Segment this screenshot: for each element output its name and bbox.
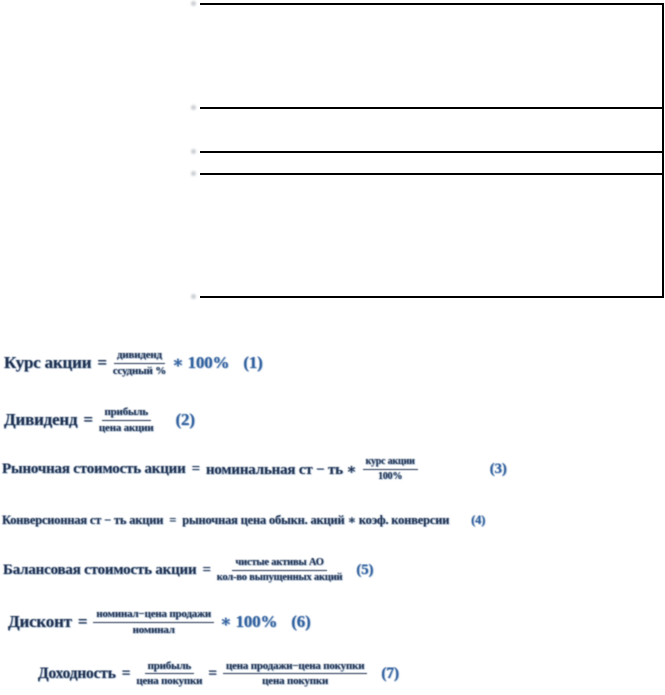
formula-number: (7) bbox=[381, 664, 399, 682]
formula-dokhodnost bbox=[38, 652, 399, 695]
fraction-numerator: прибыль bbox=[102, 406, 151, 420]
formula-text: Рыночная стоимость акции bbox=[2, 460, 186, 477]
fraction-denominator: кол-во выпущенных акций bbox=[216, 571, 343, 583]
table-row bbox=[200, 5, 662, 109]
fraction bbox=[223, 660, 367, 688]
formula-balansovaya-stoimost-akcii bbox=[3, 549, 373, 591]
formula-number: (3) bbox=[489, 460, 507, 477]
fraction bbox=[217, 557, 343, 584]
formula-text: рыночная цена обыкн. акций ∗ коэф. конверсии bbox=[182, 513, 450, 527]
fraction-numerator: цена продажи−цена покупки bbox=[223, 660, 367, 674]
formula-text: номинальная ст − ть ∗ bbox=[205, 461, 357, 478]
formula-text: Курс акции bbox=[4, 353, 92, 372]
formula-text: ∗ 100% bbox=[220, 612, 278, 631]
scan-artifact-mark bbox=[191, 171, 196, 176]
formula-text: Балансовая стоимость акции bbox=[3, 561, 197, 578]
fraction-numerator: номинал−цена продажи bbox=[93, 608, 214, 622]
formula-text: = bbox=[169, 512, 177, 527]
formula-number: (5) bbox=[356, 561, 374, 578]
formula-text: = bbox=[83, 410, 93, 429]
formula-text: = bbox=[77, 612, 88, 631]
fraction-numerator: прибыль bbox=[145, 660, 194, 674]
formula-rynochnaya-stoimost-akcii bbox=[2, 448, 507, 490]
table-row bbox=[200, 175, 662, 298]
formula-text: = bbox=[191, 460, 200, 477]
fraction bbox=[136, 660, 202, 688]
fraction-numerator: дивиденд bbox=[114, 349, 165, 363]
fraction bbox=[113, 349, 166, 377]
table-row bbox=[200, 109, 662, 153]
scan-artifact-mark bbox=[191, 149, 196, 154]
formula-text: = bbox=[208, 664, 217, 682]
fraction bbox=[93, 608, 214, 636]
formula-number: (4) bbox=[471, 512, 486, 527]
formula-text: Дивиденд bbox=[4, 410, 78, 429]
formula-text: = bbox=[97, 353, 107, 372]
fraction bbox=[363, 456, 418, 481]
scan-artifact-mark bbox=[191, 294, 196, 299]
empty-table bbox=[200, 3, 664, 298]
table-row bbox=[200, 153, 662, 175]
fraction-denominator: номинал bbox=[132, 623, 175, 636]
fraction-denominator: цена покупки bbox=[136, 675, 203, 687]
formula-diskont bbox=[8, 600, 311, 644]
fraction-numerator: чистые активы АО bbox=[232, 557, 326, 571]
fraction-denominator: ссудный % bbox=[112, 364, 167, 377]
formula-number: (2) bbox=[175, 410, 195, 429]
fraction bbox=[99, 406, 154, 434]
fraction-denominator: цена покупки bbox=[262, 675, 329, 687]
formula-kurs-akcii bbox=[4, 342, 263, 384]
formula-text: Конверсионная ст − ть акции bbox=[2, 512, 164, 527]
formula-konversionnaya-stoimost bbox=[2, 507, 485, 533]
scan-artifact-mark bbox=[191, 105, 196, 110]
formula-text: = bbox=[121, 664, 131, 682]
formula-number: (1) bbox=[243, 353, 263, 372]
fraction-denominator: цена акции bbox=[98, 421, 154, 434]
formula-dividend bbox=[4, 400, 195, 440]
formula-text: Дисконт bbox=[8, 612, 72, 631]
fraction-numerator: курс акции bbox=[363, 456, 418, 469]
formula-text: Доходность bbox=[38, 664, 116, 682]
fraction-denominator: 100% bbox=[378, 470, 403, 482]
formula-text: = bbox=[202, 561, 211, 578]
formula-text: ∗ 100% bbox=[172, 353, 230, 372]
scan-artifact-mark bbox=[191, 1, 196, 6]
formula-number: (6) bbox=[291, 612, 311, 631]
